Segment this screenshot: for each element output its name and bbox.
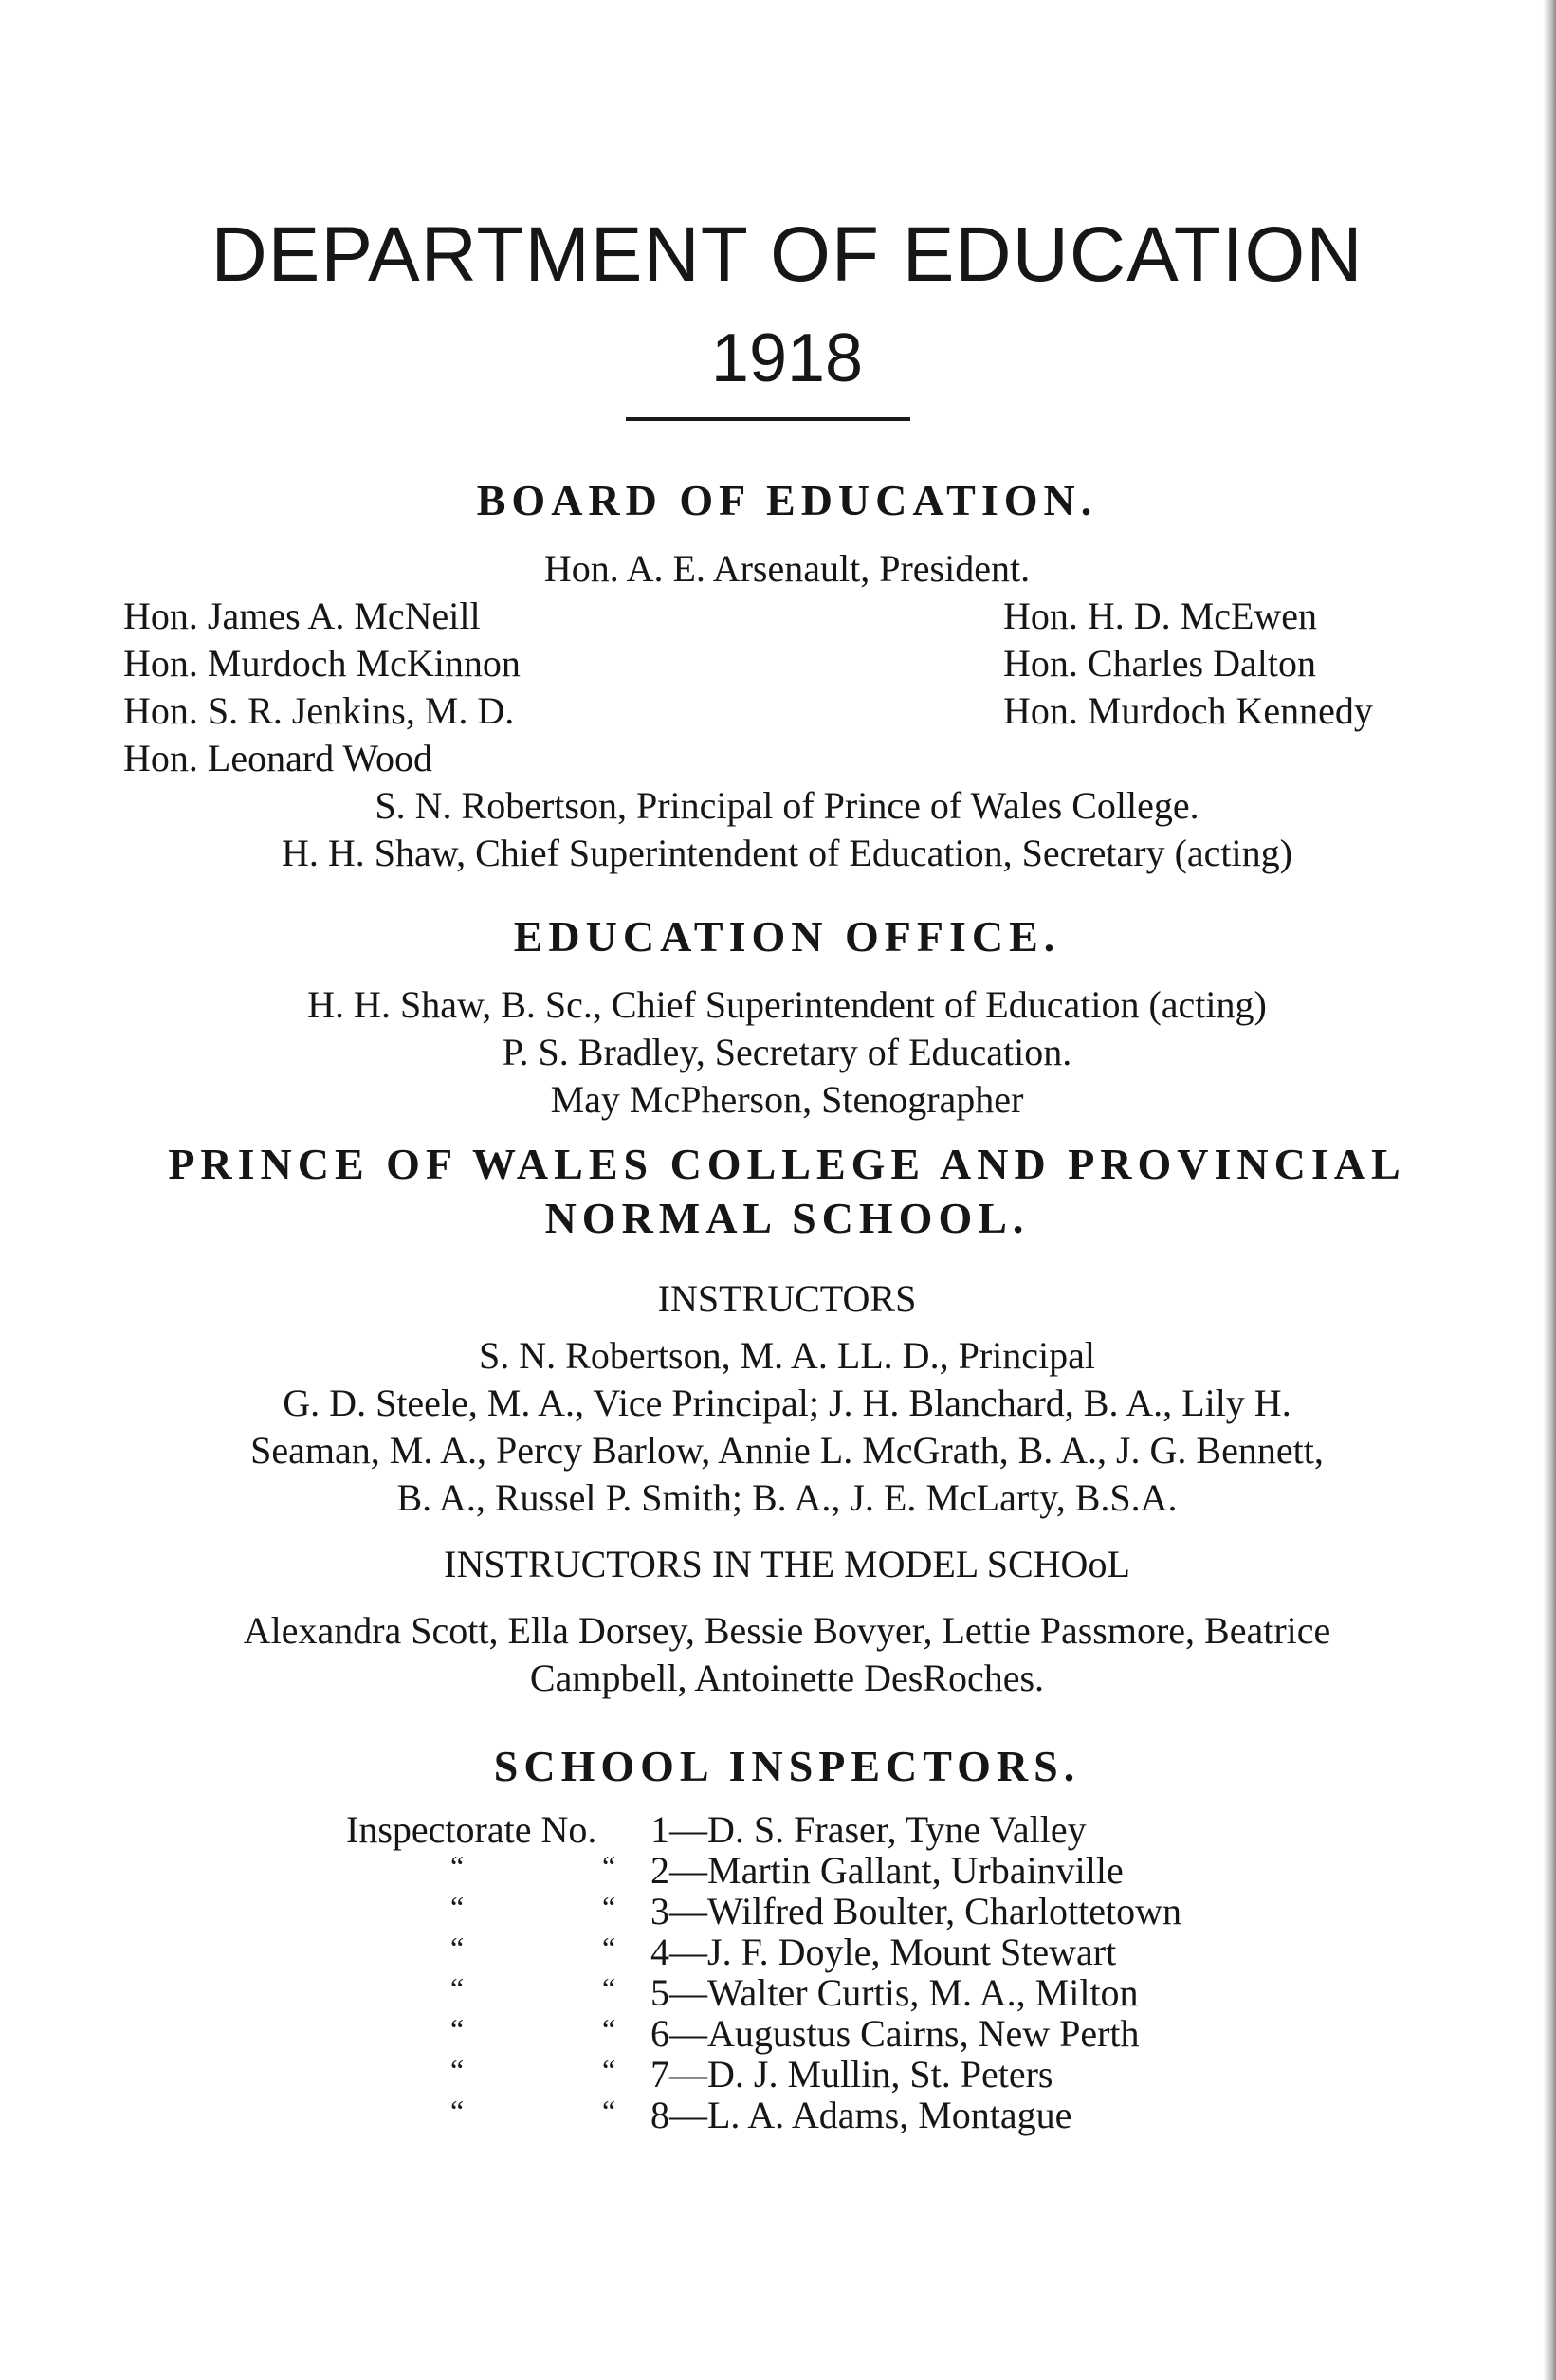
model-instructor-line: Campbell, Antoinette DesRoches.	[529, 1657, 1045, 1699]
inspectors-heading: SCHOOL INSPECTORS.	[493, 1742, 1081, 1790]
ditto-mark: “	[602, 2012, 616, 2046]
college-heading-2: NORMAL SCHOOL.	[544, 1194, 1030, 1242]
model-instructor-line: Alexandra Scott, Ella Dorsey, Bessie Bovyer, Lettie Passmore, Beatrice	[243, 1609, 1331, 1652]
instructor-line: Seaman, M. A., Percy Barlow, Annie L. McGrath, B. A., J. G. Bennett,	[250, 1429, 1324, 1472]
instructors-heading: INSTRUCTORS	[657, 1277, 917, 1320]
ditto-mark: “	[450, 1849, 465, 1883]
instructor-line: S. N. Robertson, M. A. LL. D., Principal	[479, 1334, 1095, 1377]
board-member: Hon. Murdoch McKinnon	[123, 642, 521, 685]
ditto-mark: “	[450, 1890, 465, 1924]
ditto-mark: “	[450, 2053, 465, 2087]
inspector-entry: 3—Wilfred Boulter, Charlottetown	[650, 1890, 1181, 1932]
instructor-line: G. D. Steele, M. A., Vice Principal; J. H. Blanchard, B. A., Lily H.	[283, 1382, 1291, 1424]
ditto-mark: “	[602, 1931, 616, 1965]
board-secretary: H. H. Shaw, Chief Superintendent of Education, Secretary (acting)	[282, 832, 1292, 874]
board-member: Hon. Charles Dalton	[1003, 642, 1316, 685]
board-principal: S. N. Robertson, Principal of Prince of Wales College.	[375, 784, 1199, 827]
year: 1918	[710, 320, 864, 396]
board-member: Hon. James A. McNeill	[123, 595, 481, 637]
page-edge	[1543, 0, 1556, 2380]
office-staff: May McPherson, Stenographer	[550, 1078, 1024, 1121]
model-school-heading: INSTRUCTORS IN THE MODEL SCHOoL	[444, 1543, 1130, 1585]
board-member: Hon. Murdoch Kennedy	[1003, 689, 1373, 732]
office-staff: P. S. Bradley, Secretary of Education.	[502, 1031, 1072, 1073]
ditto-mark: “	[602, 2094, 616, 2128]
ditto-mark: “	[602, 1971, 616, 2005]
inspector-entry: 1—D. S. Fraser, Tyne Valley	[650, 1808, 1087, 1851]
ditto-mark: “	[450, 1931, 465, 1965]
ditto-mark: “	[602, 2053, 616, 2087]
inspector-entry: 8—L. A. Adams, Montague	[650, 2094, 1072, 2136]
inspectorate-label: Inspectorate No.	[346, 1808, 597, 1851]
board-president: Hon. A. E. Arsenault, President.	[543, 547, 1031, 590]
ditto-mark: “	[602, 1849, 616, 1883]
ditto-mark: “	[602, 1890, 616, 1924]
page-title: DEPARTMENT OF EDUCATION	[211, 211, 1364, 298]
inspector-entry: 2—Martin Gallant, Urbainville	[650, 1849, 1124, 1892]
ditto-mark: “	[450, 2012, 465, 2046]
inspector-entry: 6—Augustus Cairns, New Perth	[650, 2012, 1140, 2055]
ditto-mark: “	[450, 2094, 465, 2128]
office-staff: H. H. Shaw, B. Sc., Chief Superintendent of Education (acting)	[307, 983, 1267, 1026]
office-heading: EDUCATION OFFICE.	[513, 912, 1061, 961]
inspector-entry: 5—Walter Curtis, M. A., Milton	[650, 1971, 1139, 2014]
inspector-entry: 7—D. J. Mullin, St. Peters	[650, 2053, 1053, 2096]
instructor-line: B. A., Russel P. Smith; B. A., J. E. McLarty, B.S.A.	[396, 1476, 1178, 1519]
ditto-mark: “	[450, 1971, 465, 2005]
inspector-entry: 4—J. F. Doyle, Mount Stewart	[650, 1931, 1117, 1973]
college-heading: PRINCE OF WALES COLLEGE AND PROVINCIAL	[168, 1140, 1406, 1188]
board-member: Hon. S. R. Jenkins, M. D.	[123, 689, 515, 732]
board-member: Hon. H. D. McEwen	[1003, 595, 1318, 637]
title-divider	[626, 417, 910, 421]
board-member: Hon. Leonard Wood	[123, 737, 432, 779]
board-heading: BOARD OF EDUCATION.	[476, 476, 1098, 524]
